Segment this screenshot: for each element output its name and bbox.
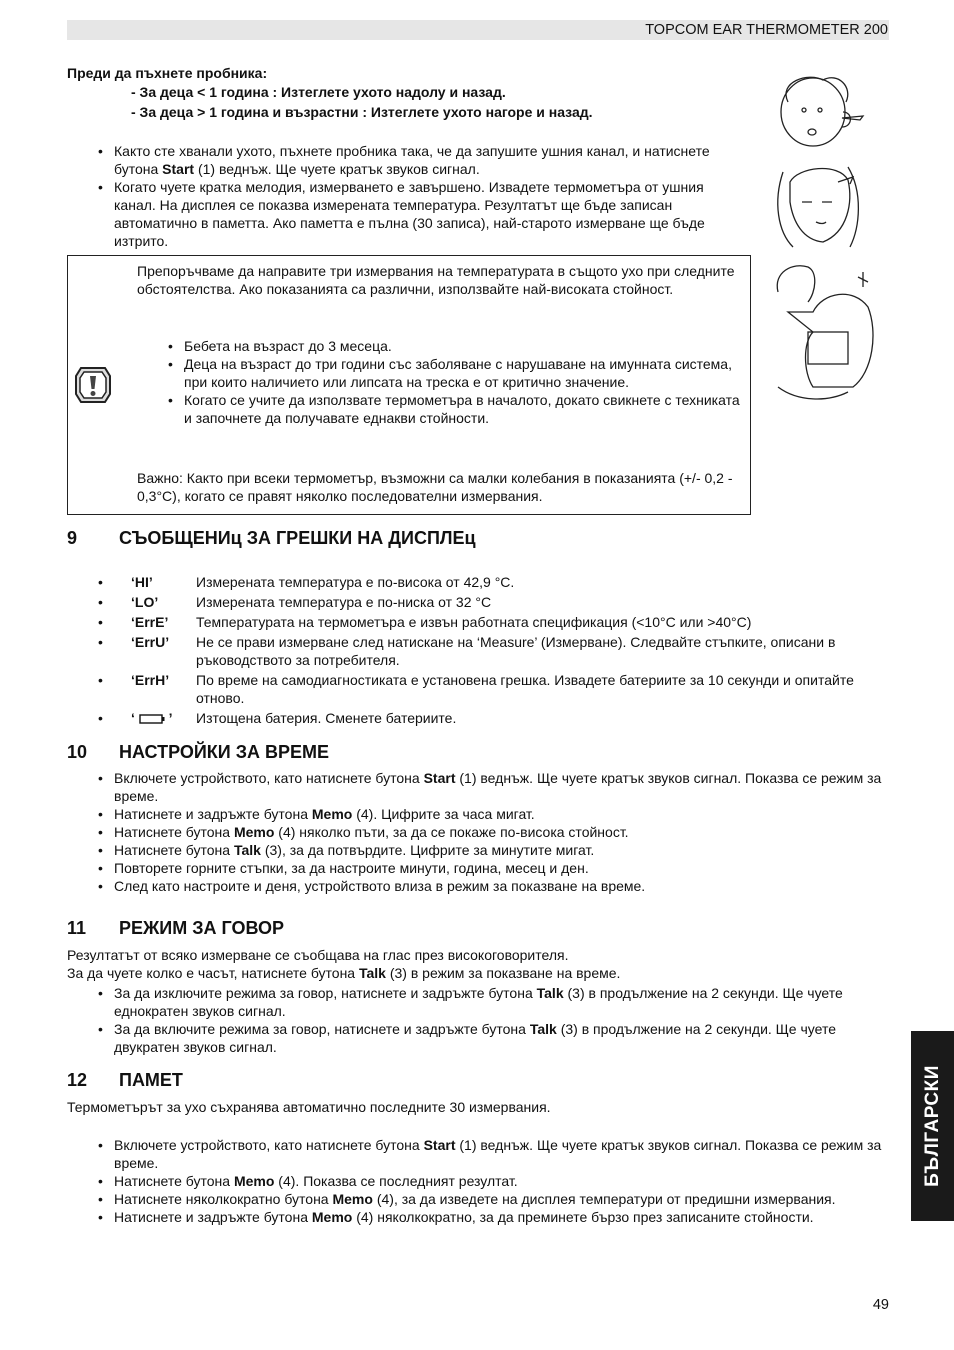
intro-dash-1: - За деца < 1 година : Изтеглете ухото надолу и назад. <box>131 84 506 100</box>
woman-ear-illustration <box>778 167 859 247</box>
section-11-heading: 11 РЕЖИМ ЗА ГОВОР <box>67 918 285 938</box>
list-item: • Включете устройството, като натиснете бутона Start (1) веднъж. Ще чуете кратък звуков сигнал. Показва се режим за време. <box>98 1136 888 1172</box>
child-ear-illustration <box>781 77 863 146</box>
table-row: • ‘ErrU’ Не се прави измерване след натискане на ‘Measure’ (Измерване). Следвайте стъпките, описани в ръководството за потребителя. <box>98 634 836 668</box>
language-tab: БЪЛГАРСКИ <box>911 1031 954 1221</box>
table-row: • ‘LO’ Измерената температура е по-ниска от 32 °C <box>98 594 492 610</box>
warning-intro: Препоръчваме да направите три измервания на температурата в същото ухо при следните обстоятелства. Ако показанията са различни, използвайте най-високата стойност. <box>137 263 735 297</box>
warning-icon <box>73 364 113 410</box>
section-12-heading: 12 ПАМЕТ <box>67 1070 183 1090</box>
table-row: • ‘ErrH’ По време на самодиагностиката е установена грешка. Извадете батериите за 10 секунди и опитайте отново. <box>98 672 854 706</box>
battery-icon: ‘ ’ <box>131 710 173 726</box>
list-item: • Бебета на възраст до 3 месеца. <box>168 337 743 355</box>
list-item: • За да изключите режима за говор, натиснете и задръжте бутона Talk (3) в продължение на 2 секунди. Ще чуете еднократен звуков сигнал. <box>98 984 888 1020</box>
intro-title: Преди да пъхнете пробника: <box>67 65 268 81</box>
list-item: • Повторете горните стъпки, за да настроите минути, година, месец и ден. <box>98 859 888 877</box>
list-item: • Включете устройството, като натиснете бутона Start (1) веднъж. Ще чуете кратък звуков сигнал. Показва се режим за време. <box>98 769 888 805</box>
probe-instructions <box>98 142 738 250</box>
talk-mode-list <box>98 984 888 1056</box>
memory-list <box>98 1136 888 1226</box>
warning-list <box>168 337 743 427</box>
thermometer-ear-illustration <box>777 266 873 399</box>
list-item: • Натиснете и задръжте бутона Memo (4). Цифрите за часа мигат. <box>98 805 888 823</box>
section-9-heading: 9 СЪОБЩЕНИц ЗА ГРЕШКИ НА ДИСПЛЕц <box>67 528 476 548</box>
list-item: • Натиснете няколкократно бутона Memo (4), за да изведете на дисплея температури от предишни измервания. <box>98 1190 888 1208</box>
talk-paragraph-2: За да чуете колко е часът, натиснете бутона Talk (3) в режим за показване на време. <box>67 965 621 981</box>
list-item: • След като настроите и деня, устройството влиза в режим за показване на време. <box>98 877 888 895</box>
table-row: • ‘ ’ Изтощена батерия. Сменете батериите. <box>98 710 457 726</box>
list-item: • Когато чуете кратка мелодия, измерването е завършено. Извадете термометъра от ушния канал. На дисплея се показва измерената температура. Резултатът ще бъде записан автоматично в паметта. Ако паметта е пълна (30 записа), най-старото измерване ще бъде изтрито. <box>98 178 738 250</box>
list-item: • Както сте хванали ухото, пъхнете пробника така, че да запушите ушния канал, и натиснете бутона Start (1) веднъж. Ще чуете кратък звуков сигнал. <box>98 142 738 178</box>
list-item: • За да включите режима за говор, натиснете и задръжте бутона Talk (3) в продължение на 2 секунди. Ще чуете двукратен звуков сигнал. <box>98 1020 888 1056</box>
list-item: • Деца на възраст до три години със заболяване с нарушаване на имунната система, при които наличието или липсата на треска е от критично значение. <box>168 355 743 391</box>
section-10-heading: 10 НАСТРОЙКИ ЗА ВРЕМЕ <box>67 742 330 762</box>
table-row: • ‘HI’ Измерената температура е по-висока от 42,9 °C. <box>98 574 515 590</box>
list-item: • Натиснете бутона Memo (4) няколко пъти, за да се покаже по-висока стойност. <box>98 823 888 841</box>
list-item: • Натиснете бутона Talk (3), за да потвърдите. Цифрите за минутите мигат. <box>98 841 888 859</box>
page-number: 49 <box>872 1297 889 1313</box>
intro-dash-2: - За деца > 1 година и възрастни : Изтеглете ухото нагоре и назад. <box>131 104 593 120</box>
time-settings-list <box>98 769 888 895</box>
header-title: TOPCOM EAR THERMOMETER 200 <box>645 22 888 38</box>
talk-paragraph-1: Резултатът от всяко измерване се съобщава на глас през високоговорителя. <box>67 947 569 963</box>
error-table <box>98 573 888 729</box>
warning-note: Важно: Както при всеки термометър, възможни са малки колебания в показанията (+/- 0,2 - 0,3°C), когато се правят няколко последователни измервания. <box>137 470 733 504</box>
table-row: • ‘ErrE’ Температурата на термометъра е извън работната спецификация (<10°C или >40°C) <box>98 614 752 630</box>
list-item: • Натиснете и задръжте бутона Memo (4) няколкократно, за да преминете бързо през записаните стойности. <box>98 1208 888 1226</box>
list-item: • Когато се учите да използвате термометъра в началото, докато свикнете с техниката и започнете да получавате еднакви стойности. <box>168 391 743 427</box>
list-item: • Натиснете бутона Memo (4). Показва се последният резултат. <box>98 1172 888 1190</box>
memory-paragraph: Термометърът за ухо съхранява автоматично последните 30 измервания. <box>67 1099 551 1115</box>
ear-illustrations <box>768 72 888 406</box>
